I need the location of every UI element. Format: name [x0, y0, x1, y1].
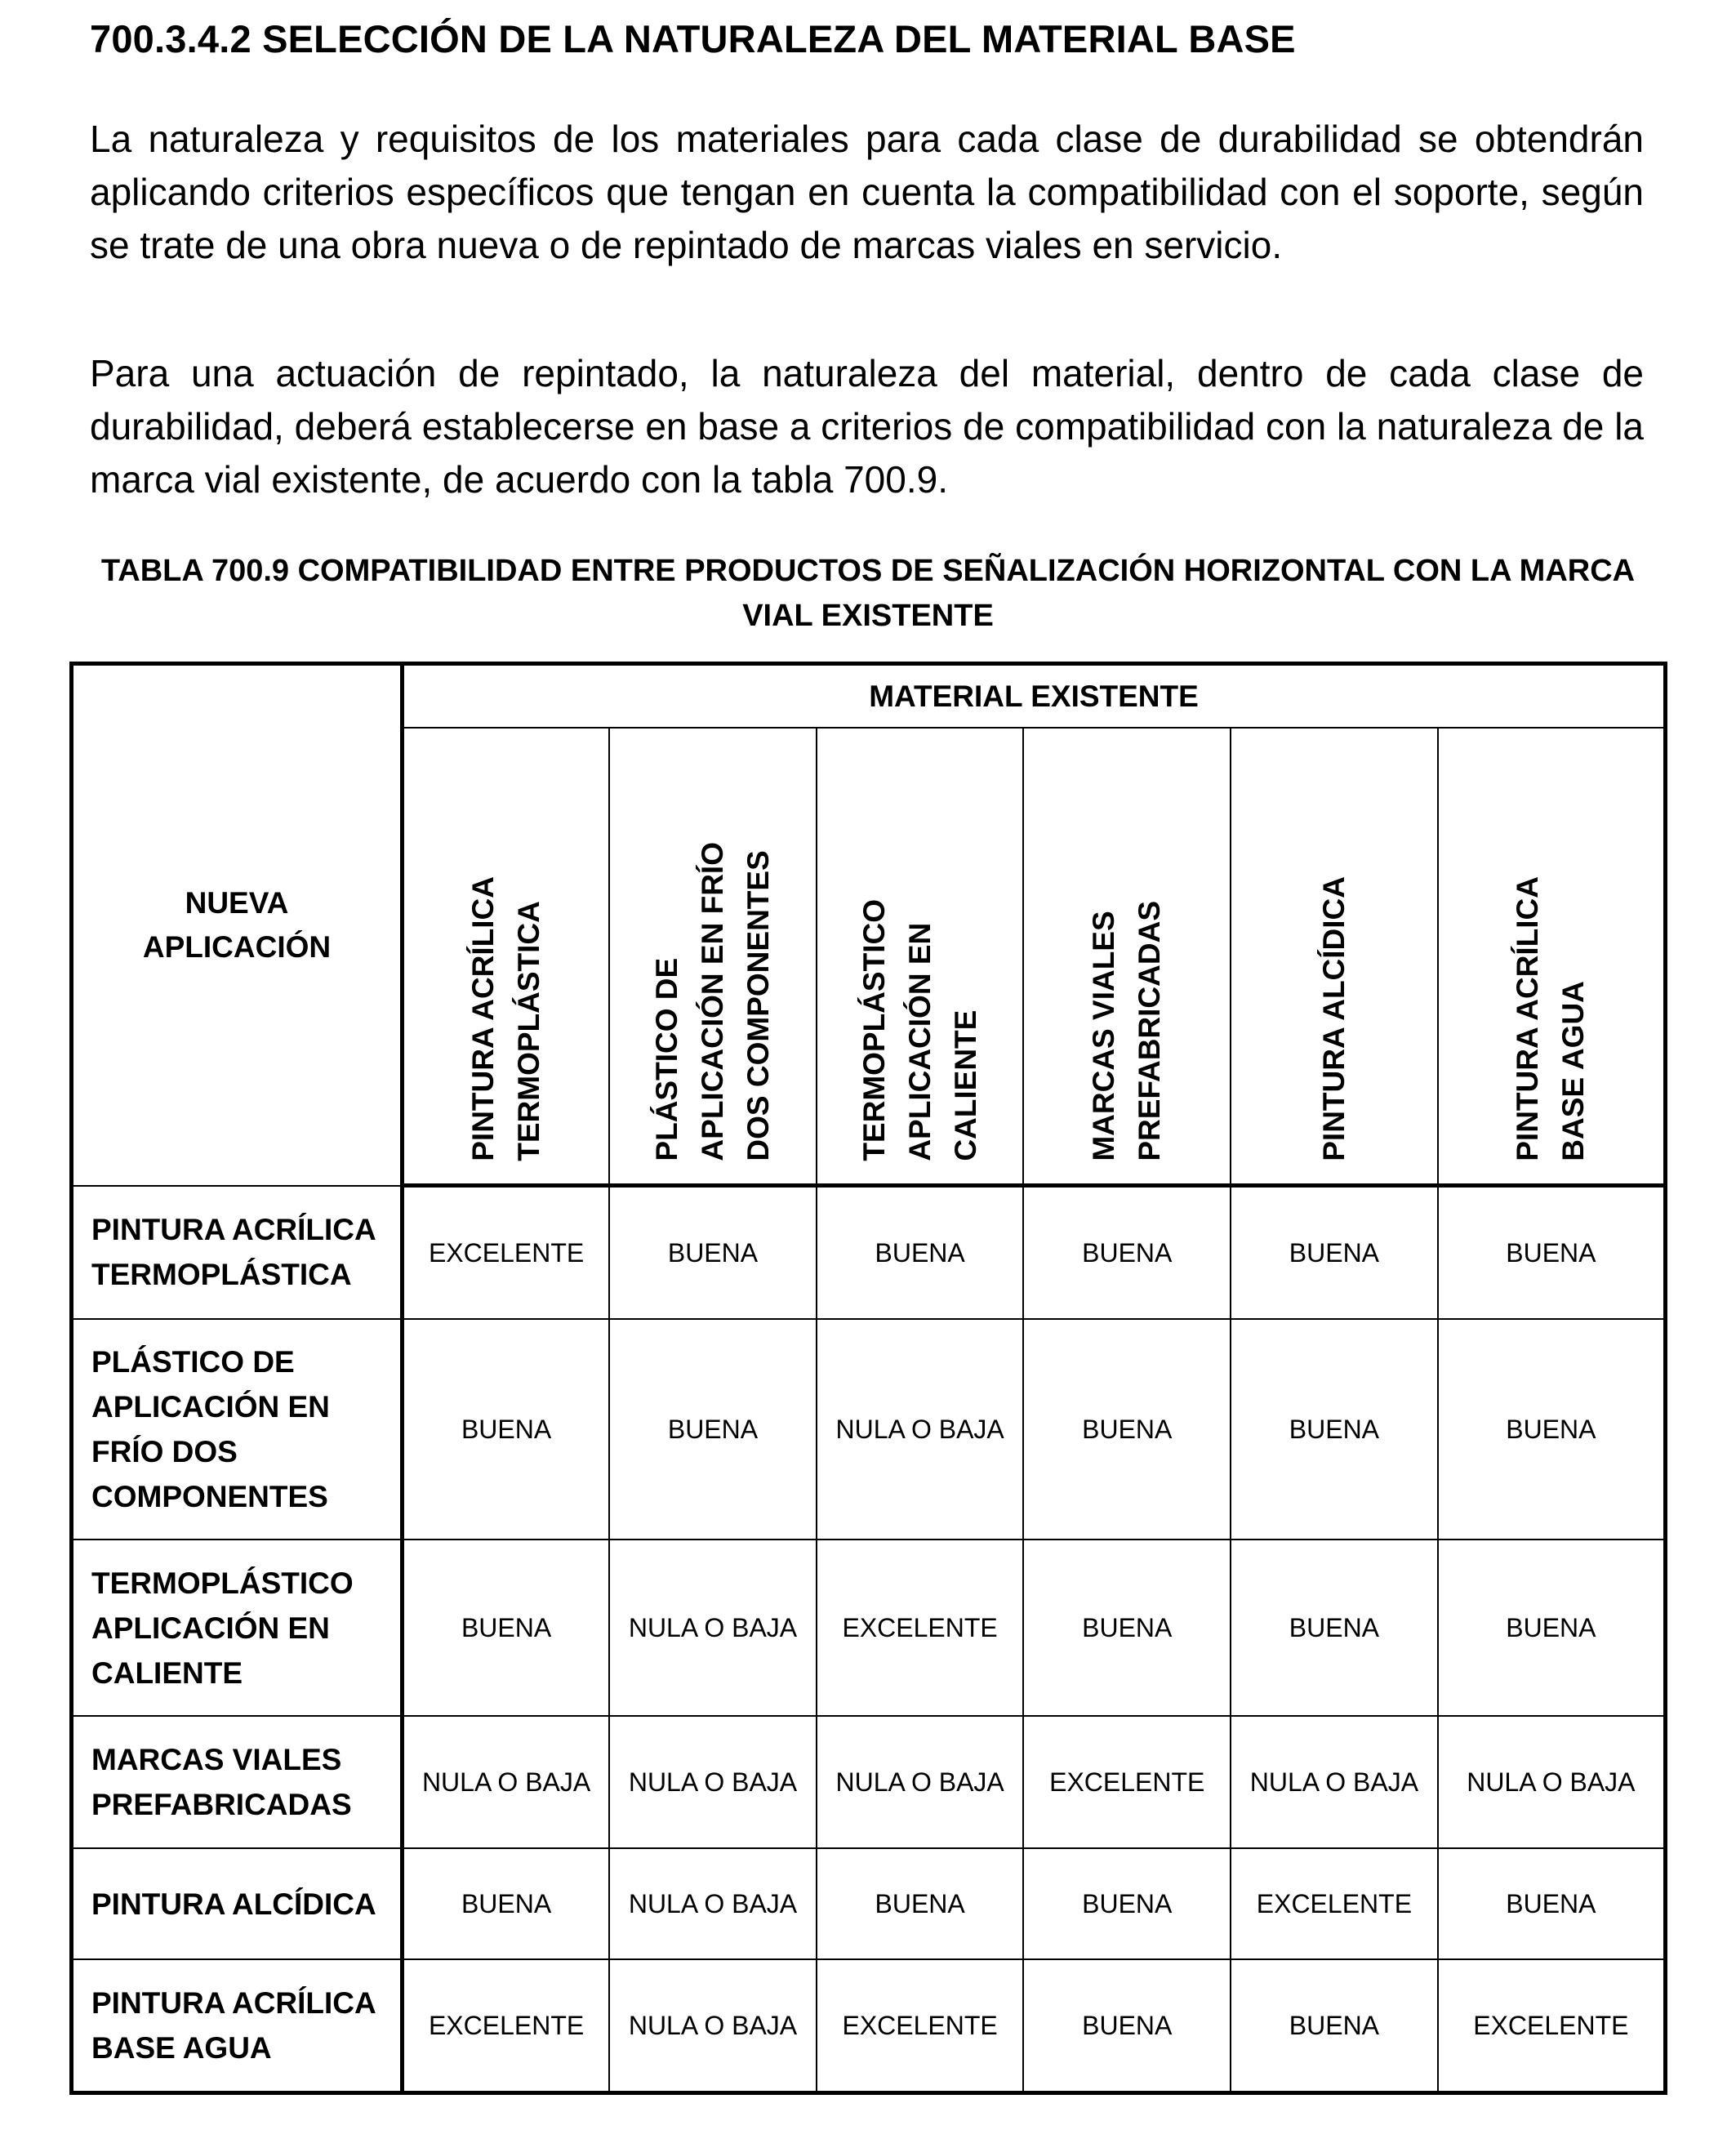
- table-cell: BUENA: [1438, 1540, 1666, 1716]
- table-cell: NULA O BAJA: [403, 1716, 610, 1848]
- column-header: [1023, 728, 1231, 1186]
- table-cell: EXCELENTE: [1023, 1716, 1231, 1848]
- table-cell: NULA O BAJA: [609, 1848, 817, 1959]
- column-header-label: PLÁSTICO DE APLICACIÓN EN FRÍO DOS COMPONENTES: [649, 842, 775, 1161]
- table-cell: BUENA: [1438, 1848, 1666, 1959]
- table-cell: EXCELENTE: [403, 1959, 610, 2093]
- table-row: [72, 1848, 1666, 1959]
- body-paragraph-1: La naturaleza y requisitos de los materiales para cada clase de durabilidad se obtendrán aplicando criterios específicos que tengan en cuenta la compatibilidad con el soporte, según se trate de una obra nueva o de repintado de marcas viales en servicio.: [90, 118, 1644, 266]
- table-cell: BUENA: [1231, 1540, 1438, 1716]
- column-header-label: MARCAS VIALES PREFABRICADAS: [1087, 901, 1167, 1161]
- table-cell: BUENA: [403, 1848, 610, 1959]
- column-header: [1438, 728, 1666, 1186]
- table-cell: BUENA: [1231, 1319, 1438, 1540]
- table-cell: BUENA: [1438, 1319, 1666, 1540]
- table-cell: NULA O BAJA: [609, 1540, 817, 1716]
- row-group-header-label: NUEVA APLICACIÓN: [142, 885, 332, 964]
- column-header: [1231, 728, 1438, 1186]
- column-header-label: TERMOPLÁSTICO APLICACIÓN EN CALIENTE: [857, 899, 982, 1161]
- table-cell: EXCELENTE: [1438, 1959, 1666, 2093]
- table-cell: BUENA: [403, 1319, 610, 1540]
- row-header: PLÁSTICO DE APLICACIÓN EN FRÍO DOS COMPONENTES: [72, 1319, 403, 1540]
- table-cell: EXCELENTE: [1231, 1848, 1438, 1959]
- table-cell: NULA O BAJA: [1438, 1716, 1666, 1848]
- table-cell: BUENA: [1438, 1186, 1666, 1320]
- column-group-header: MATERIAL EXISTENTE: [403, 664, 1666, 729]
- table-cell: BUENA: [1023, 1540, 1231, 1716]
- table-row: [72, 1186, 1666, 1320]
- table-cell: BUENA: [1231, 1186, 1438, 1320]
- table-cell: NULA O BAJA: [817, 1716, 1024, 1848]
- table-cell: NULA O BAJA: [609, 1716, 817, 1848]
- compatibility-table: [69, 662, 1667, 2095]
- table-cell: BUENA: [609, 1186, 817, 1320]
- table-cell: NULA O BAJA: [817, 1319, 1024, 1540]
- column-header: [817, 728, 1024, 1186]
- table-cell: EXCELENTE: [817, 1540, 1024, 1716]
- table-cell: BUENA: [609, 1319, 817, 1540]
- table-cell: BUENA: [1023, 1186, 1231, 1320]
- row-header: PINTURA ACRÍLICA TERMOPLÁSTICA: [72, 1186, 403, 1320]
- column-header-label: PINTURA ACRÍLICA TERMOPLÁSTICA: [466, 876, 546, 1161]
- row-group-header: [72, 664, 403, 1186]
- table-cell: BUENA: [817, 1186, 1024, 1320]
- row-header: PINTURA ACRÍLICA BASE AGUA: [72, 1959, 403, 2093]
- table-title: TABLA 700.9 COMPATIBILIDAD ENTRE PRODUCTOS DE SEÑALIZACIÓN HORIZONTAL CON LA MARCA VIAL EXISTENTE: [100, 554, 1636, 633]
- column-header: [403, 728, 610, 1186]
- table-row: [72, 1959, 1666, 2093]
- body-paragraph-2: Para una actuación de repintado, la naturaleza del material, dentro de cada clase de durabilidad, deberá establecerse en base a criterios de compatibilidad con la naturaleza de la marca vial existente, de acuerdo con la tabla 700.9.: [90, 352, 1644, 501]
- table-cell: BUENA: [1023, 1848, 1231, 1959]
- table-cell: BUENA: [1023, 1959, 1231, 2093]
- column-header: [609, 728, 817, 1186]
- section-heading: 700.3.4.2 SELECCIÓN DE LA NATURALEZA DEL MATERIAL BASE: [90, 17, 1296, 60]
- row-header: MARCAS VIALES PREFABRICADAS: [72, 1716, 403, 1848]
- table-row: [72, 1540, 1666, 1716]
- table-row: [72, 1716, 1666, 1848]
- column-header-label: PINTURA ACRÍLICA BASE AGUA: [1511, 876, 1591, 1161]
- table-cell: NULA O BAJA: [1231, 1716, 1438, 1848]
- table-cell: EXCELENTE: [817, 1959, 1024, 2093]
- table-cell: BUENA: [403, 1540, 610, 1716]
- column-header-label: PINTURA ALCÍDICA: [1316, 876, 1351, 1161]
- row-header: PINTURA ALCÍDICA: [72, 1848, 403, 1959]
- table-cell: EXCELENTE: [403, 1186, 610, 1320]
- table-cell: BUENA: [1023, 1319, 1231, 1540]
- table-cell: NULA O BAJA: [609, 1959, 817, 2093]
- table-cell: BUENA: [817, 1848, 1024, 1959]
- table-row: [72, 1319, 1666, 1540]
- row-header: TERMOPLÁSTICO APLICACIÓN EN CALIENTE: [72, 1540, 403, 1716]
- table-cell: BUENA: [1231, 1959, 1438, 2093]
